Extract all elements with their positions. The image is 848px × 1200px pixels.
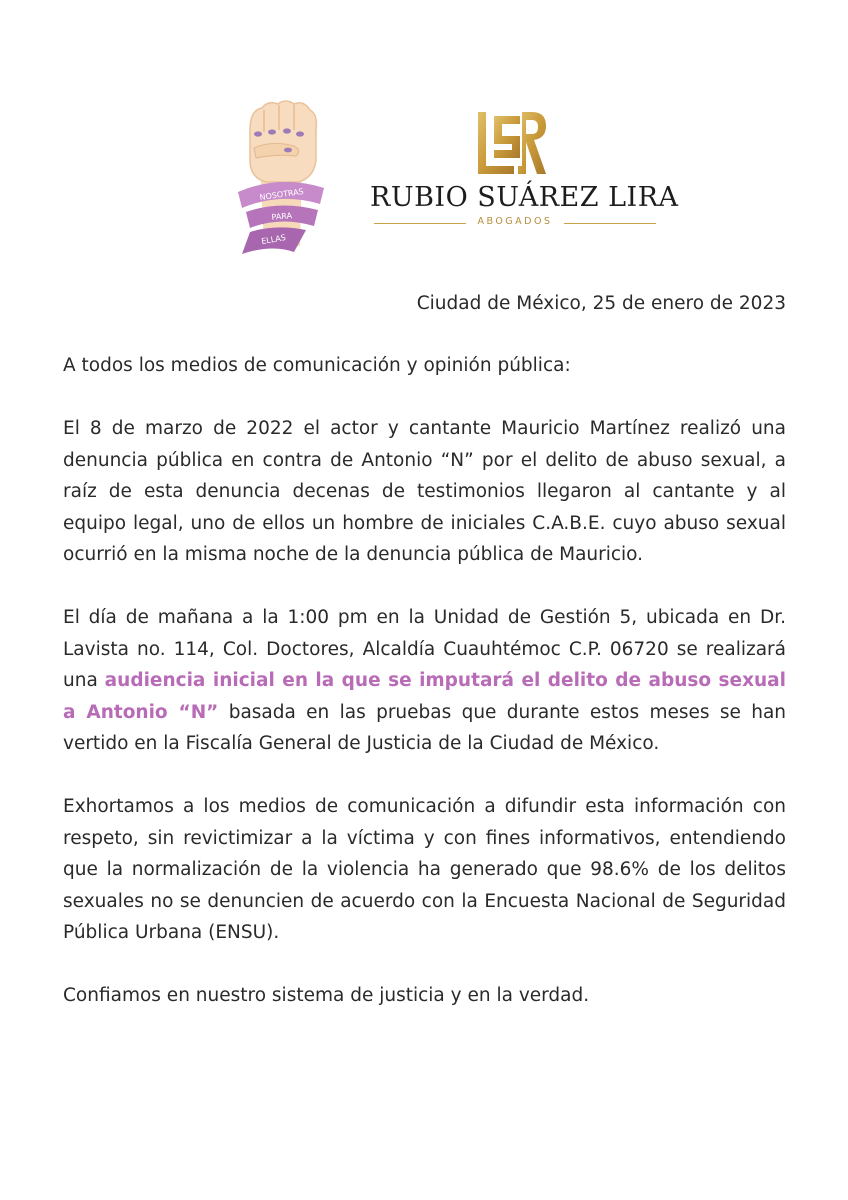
rsl-monogram-icon (470, 108, 550, 178)
paragraph-3: Exhortamos a los medios de comunicación a difundir esta información con respeto, sin revictimizar a la víctima y con fines informativos, entendiendo que la normalización de la violencia ha generado que 98.6% de los delitos sexuales no se denuncien de acuerdo con la Encuesta Nacional de Seguridad Pública Urbana (ENSU). (63, 796, 786, 943)
firm-name: RUBIO SUÁREZ LIRA (370, 182, 679, 213)
svg-text:PARA: PARA (271, 211, 293, 222)
paragraph-2-text-end: basada en las pruebas que durante estos meses se han vertido en la Fiscalía General de Justicia de la Ciudad de México. (63, 701, 787, 754)
firm-subtitle: ABOGADOS (477, 216, 553, 227)
paragraph-1: El 8 de marzo de 2022 el actor y cantante Mauricio Martínez realizó una denuncia pública en contra de Antonio “N” por el delito de abuso sexual, a raíz de esta denuncia decenas de testimonios llegaron al cantante y al equipo legal, uno de ellos un hombre de iniciales C.A.B.E. cuyo abuso sexual ocurrió en la misma noche de la denuncia pública de Mauricio. (63, 418, 786, 565)
salutation: A todos los medios de comunicación y opinión pública: (63, 355, 571, 376)
paragraph-2 (63, 602, 786, 760)
letter-body (63, 350, 786, 1043)
raised-fist-icon (232, 96, 328, 256)
paragraph-2-text-start: El día de mañana a la 1:00 pm en la Unidad de Gestión 5, ubicada en Dr. Lavista no. 114, Col. Doctores, Alcaldía Cuauhtémoc C.P. 06720 se realizará una (63, 607, 786, 691)
letter-date: Ciudad de México, 25 de enero de 2023 (416, 293, 786, 314)
rubio-suarez-lira-logo (370, 108, 679, 233)
nosotras-para-ellas-logo (232, 96, 328, 256)
svg-text:ELLAS: ELLAS (260, 232, 287, 247)
hearing-highlight: audiencia inicial en la que se imputará el delito de abuso sexual a Antonio “N” (63, 670, 787, 723)
header-logos (0, 0, 848, 280)
closing: Confiamos en nuestro sistema de justicia y en la verdad. (63, 985, 590, 1006)
firm-subtitle-row (370, 216, 660, 232)
divider-right (564, 223, 656, 224)
svg-text:NOSOTRAS: NOSOTRAS (259, 186, 305, 203)
